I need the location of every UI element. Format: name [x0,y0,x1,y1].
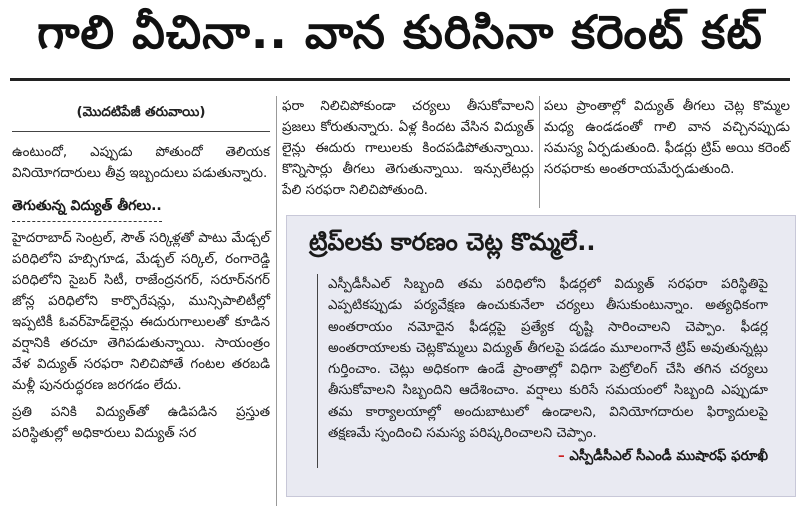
quote-box [286,215,796,497]
column-divider-1 [276,96,277,506]
column-1 [12,96,270,450]
signature-name: ఎస్పీడీసీఎల్‌ సీఎండీ ముషారఫ్‌ ఫరూఖీ [569,449,768,465]
column-1-paragraph-2: హైదరాబాద్‌ సెంట్రల్‌, సౌత్‌ సర్కిళ్లతో పాటు మేడ్చల్‌ పరిధిలోని హబ్సిగూడ, మేడ్చల్‌ సర్కిల్‌, రంగారెడ్డి పరిధిలోని సైబర్‌ సిటీ, రాజేంద్రనగర్‌, సరూర్‌నగర్‌ జోన్ల పరిధిలోని కార్పొరేషన్లు, మున్సిపాలిటీల్లో ఇప్పటికీ ఓవర్‌హెడ్‌లైన్లు ఈదురుగాలులతో కూడిన వర్షానికి తరచూ తెగిపడుతున్నాయి. సాయంత్రం వేళ విద్యుత్‌ సరఫరా నిలిచిపోతే గంటల తరబడి మళ్లీ పునరుద్ధరణ జరగడం లేదు. [12,231,270,393]
subheading: తెగుతున్న విద్యుత్‌ తీగలు.. [12,196,162,222]
column-divider-2 [539,96,540,208]
headline: గాలి వీచినా.. వాన కురిసినా కరెంట్‌ కట్‌ [0,0,800,76]
quote-box-text: ఎస్పీడీసీఎల్‌ సిబ్బంది తమ పరిధిలోని ఫీడర్లలో విద్యుత్‌ సరఫరా పరిస్థితిపై ఎప్పటికప్పుడు పర్యవేక్షణ ఉంచుకునేలా చర్యలు తీసుకుంటున్నాం. అత్యధికంగా అంతరాయం నమోదైన ఫీడర్లపై ప్రత్యేక దృష్టి సారించాలని చెప్పాం. ఫీడర్ల అంతరాయాలకు చెట్లకొమ్మలు విద్యుత్‌ తీగలపై పడడం మూలంగానే ట్రిప్‌ అవుతున్నట్లు గుర్తించాం. చెట్లు అధికంగా ఉండే ప్రాంతాల్లో విధిగా పెట్రోలింగ్‌ చేసి తగిన చర్యలు తీసుకోవాలని సిబ్బందిని ఆదేశించాం. వర్షాలు కురిసే సమయంలో సిబ్బంది ఎప్పుడూ తమ కార్యాలయాల్లో అందుబాటులో ఉండాలని, వినియోగదారుల ఫిర్యాదులపై తక్షణమే స్పందించి సమస్య పరిష్కరించాలని చెప్పాం. [328,277,768,442]
column-1-paragraph-3: ప్రతి పనికి విద్యుత్‌తో ఉడిపడిన ప్రస్తుత పరిస్థితుల్లో అధికారులు విద్యుత్‌ సర [12,405,270,441]
continued-label: (మొదటిపేజీ తరువాయి) [12,96,270,132]
column-1-paragraph-1: ఉంటుందో, ఎప్పుడు పోతుందో తెలియక వినియోగదారులు తీవ్ర ఇబ్బందులు పడుతున్నారు. [12,145,270,181]
signature-dash: – [557,449,565,465]
column-2 [282,96,534,207]
column-3-paragraph-1: పలు ప్రాంతాల్లో విద్యుత్‌ తీగలు చెట్ల కొమ్మల మధ్య ఉండడంతో గాలి వాన వచ్చినప్పుడు సమస్య ఏర్పడుతుంది. ఫీడర్లు ట్రిప్‌ అయి కరెంట్‌ సరఫరాకు అంతరాయమేర్పడుతుంది. [544,99,790,177]
headline-rule [10,78,790,81]
quote-box-title: ట్రిప్‌లకు కారణం చెట్ల కొమ్మలే.. [309,228,596,256]
quote-box-body [317,274,768,468]
quote-signature [328,446,768,467]
column-2-paragraph-1: ఫరా నిలిచిపోకుండా చర్యలు తీసుకోవాలని ప్రజలు కోరుతున్నారు. ఏళ్ల కిందట వేసిన విద్యుత్‌ లైన్లు ఈదురు గాలులకు కిందపడిపోతున్నాయి. కొన్నిసార్లు తీగలు తెగుతున్నాయి. ఇన్సులేటర్లు పేలి సరఫరా నిలిచిపోతుంది. [282,99,534,198]
column-3 [544,96,790,186]
